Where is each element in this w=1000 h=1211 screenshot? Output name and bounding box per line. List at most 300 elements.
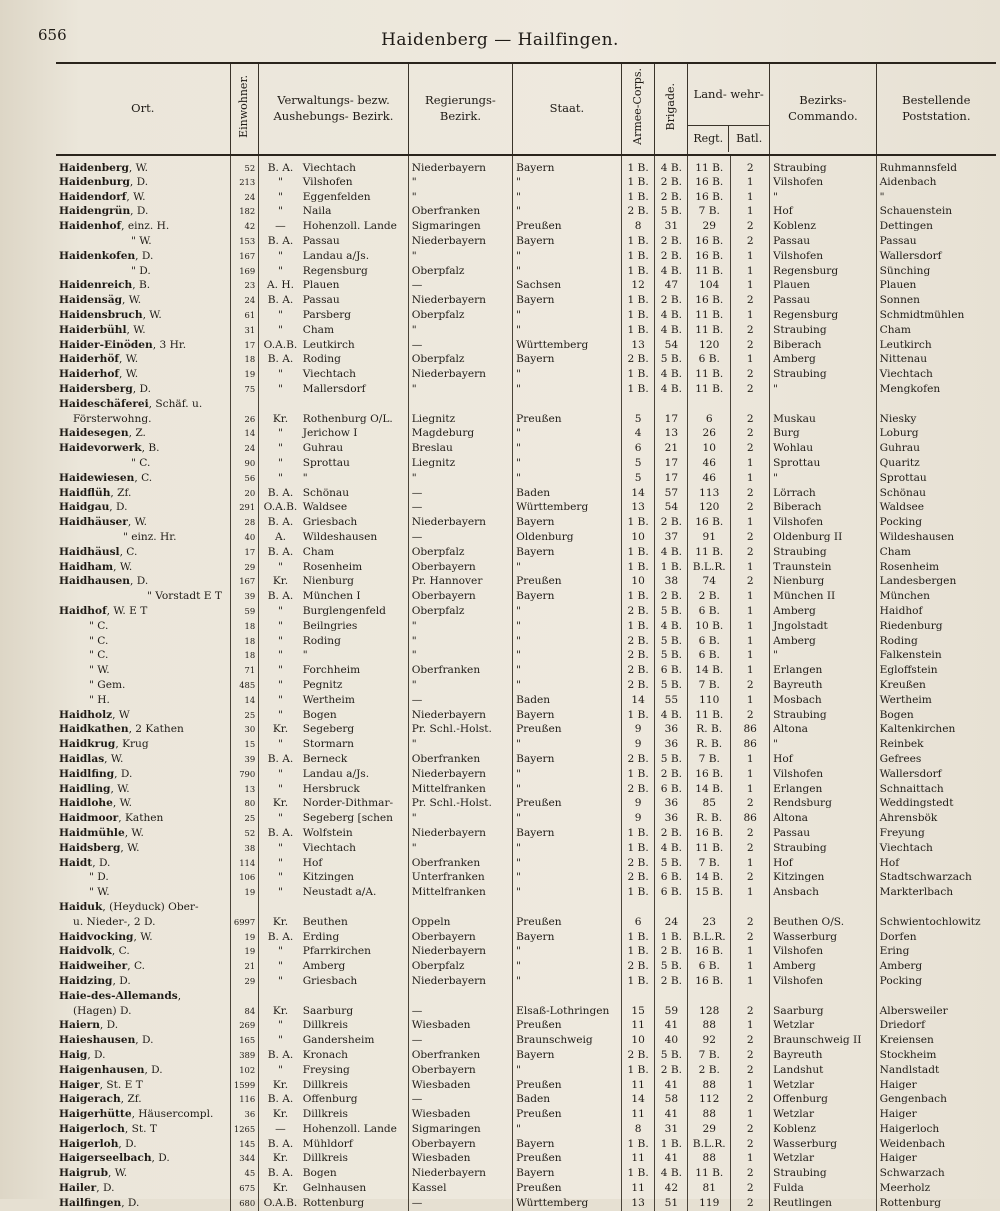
place-suffix: , W. [118, 353, 139, 366]
district-cell: Forchheim [302, 664, 361, 677]
armeecorps-cell: 2 B. [621, 634, 655, 649]
brigade-cell: 2 B. [655, 974, 688, 989]
regiment-cell: 119 [688, 1196, 731, 1211]
place-name-wrap [59, 768, 132, 781]
regierung-cell: Oberpfalz [408, 545, 512, 560]
inhabitants-cell: 28 [230, 515, 259, 530]
bataillon-cell: 1 [731, 308, 770, 323]
regierung-cell: Wiesbaden [408, 1107, 512, 1122]
place-name: Haideschäferei [59, 397, 149, 410]
regiment-cell: 23 [688, 915, 731, 930]
place-suffix: " W. [89, 886, 110, 899]
table-row [56, 767, 996, 782]
regiment-cell: 104 [688, 279, 731, 294]
commando-cell: Straubing [770, 367, 876, 382]
col-header-einwohner [230, 63, 259, 155]
place-name: Haie-des-Allemands [59, 989, 178, 1002]
place-cell [56, 782, 230, 797]
district-cell: Kronach [302, 1048, 348, 1061]
armeecorps-cell: 11 [621, 1078, 655, 1093]
regierung-cell: Niederbayern [408, 708, 512, 723]
bataillon-cell: 2 [731, 293, 770, 308]
place-name-wrap [59, 1123, 157, 1136]
district-cell: Dillkreis [302, 1108, 348, 1121]
armeecorps-cell: 1 B. [621, 545, 655, 560]
poststation-cell: Guhrau [876, 441, 996, 456]
col-header-brigade-label: Brigade. [663, 82, 677, 131]
bataillon-cell: 2 [731, 1092, 770, 1107]
commando-cell: Reutlingen [770, 1196, 876, 1211]
bataillon-cell: 2 [731, 367, 770, 382]
staat-cell: Sachsen [513, 279, 622, 294]
place-suffix: , W. [126, 323, 146, 336]
place-suffix: , D. [99, 1019, 119, 1032]
place-suffix: , W. [108, 1167, 128, 1180]
place-name-wrap [59, 664, 110, 677]
staat-cell: " [513, 1063, 622, 1078]
table-row [56, 796, 996, 811]
place-name-wrap [59, 427, 146, 440]
place-name-wrap [59, 1093, 142, 1106]
commando-cell: Wetzlar [770, 1107, 876, 1122]
brigade-cell: 17 [655, 471, 688, 486]
commando-cell: Wasserburg [770, 930, 876, 945]
regiment-cell: 7 B. [688, 678, 731, 693]
place-suffix: , D. [151, 1152, 170, 1165]
regiment-cell: 2 B. [688, 589, 731, 604]
regiment-cell: 14 B. [688, 663, 731, 678]
place-name-wrap [59, 960, 145, 973]
place-name-wrap [59, 1138, 137, 1151]
commando-cell: Bayreuth [770, 1048, 876, 1063]
place-name-wrap [59, 812, 163, 825]
place-name-wrap [59, 561, 132, 574]
brigade-cell: 1 B. [655, 560, 688, 575]
regiment-cell: 16 B. [688, 234, 731, 249]
place-cell [56, 944, 230, 959]
district-type-cell: O.A.B. [259, 501, 302, 516]
bataillon-cell: 86 [731, 722, 770, 737]
place-name: Haidlas [59, 752, 105, 765]
commando-cell: Regensburg [770, 308, 876, 323]
inhabitants-cell: 269 [230, 1018, 259, 1033]
commando-cell [770, 989, 876, 1004]
poststation-cell: Schwientochlowitz [876, 915, 996, 930]
regiment-cell: 120 [688, 501, 731, 516]
place-cell [56, 604, 230, 619]
commando-cell: Wetzlar [770, 1018, 876, 1033]
table-row [56, 575, 996, 590]
regierung-cell: " [408, 249, 512, 264]
place-name-wrap [59, 235, 152, 248]
district-type-cell: Kr. [259, 1181, 302, 1196]
commando-cell: Muskau [770, 412, 876, 427]
poststation-cell: Amberg [876, 959, 996, 974]
regierung-cell: — [408, 501, 512, 516]
place-name-wrap [59, 353, 138, 366]
place-cell [56, 353, 230, 368]
table-row [56, 219, 996, 234]
district-type-cell: Kr. [259, 575, 302, 590]
inhabitants-cell: 165 [230, 1033, 259, 1048]
place-name: Haidvocking [59, 930, 134, 943]
brigade-cell: 55 [655, 693, 688, 708]
district-type-cell: B. A. [259, 1137, 302, 1152]
inhabitants-cell: 15 [230, 737, 259, 752]
brigade-cell: 4 B. [655, 619, 688, 634]
poststation-cell: Nittenau [876, 353, 996, 368]
bataillon-cell: 2 [731, 382, 770, 397]
district-cell: Passau [302, 235, 340, 248]
regiment-cell: 11 B. [688, 308, 731, 323]
table-row [56, 530, 996, 545]
regiment-cell: 46 [688, 456, 731, 471]
place-suffix: , 3 Hr. [152, 338, 187, 351]
place-name: Haidlohe [59, 797, 113, 810]
district-type-cell: " [259, 944, 302, 959]
place-suffix: , W. [118, 368, 139, 381]
district-type-cell: — [259, 219, 302, 234]
armeecorps-cell: 1 B. [621, 308, 655, 323]
inhabitants-cell: 344 [230, 1152, 259, 1167]
col-header-armeecorps [621, 63, 655, 155]
place-suffix: " W. [89, 664, 110, 677]
bataillon-cell: 1 [731, 190, 770, 205]
place-suffix: , D. [109, 501, 128, 514]
inhabitants-cell: 18 [230, 353, 259, 368]
bataillon-cell: 2 [731, 441, 770, 456]
place-name-wrap [59, 871, 109, 884]
bataillon-cell: 2 [731, 412, 770, 427]
armeecorps-cell: 9 [621, 722, 655, 737]
staat-cell: " [513, 308, 622, 323]
place-cell [56, 190, 230, 205]
armeecorps-cell: 14 [621, 486, 655, 501]
place-cell [56, 1137, 230, 1152]
place-name: Haidkrug [59, 738, 116, 751]
district-type-cell: B. A. [259, 589, 302, 604]
place-name-wrap [59, 945, 130, 958]
regiment-cell: 113 [688, 486, 731, 501]
place-name-wrap [59, 457, 150, 470]
place-suffix: " C. [89, 619, 109, 632]
commando-cell: Straubing [770, 708, 876, 723]
district-cell: " [302, 471, 308, 484]
regiment-cell: 6 [688, 412, 731, 427]
district-type-cell: " [259, 693, 302, 708]
place-name-wrap [59, 1079, 143, 1092]
armeecorps-cell: 6 [621, 441, 655, 456]
regiment-cell: 16 B. [688, 974, 731, 989]
brigade-cell: 54 [655, 338, 688, 353]
regierung-cell: Oberpfalz [408, 308, 512, 323]
poststation-cell: Leutkirch [876, 338, 996, 353]
inhabitants-cell: 14 [230, 427, 259, 442]
commando-cell: Wohlau [770, 441, 876, 456]
armeecorps-cell: 1 B. [621, 944, 655, 959]
col-header-batl: Batl. [728, 126, 769, 152]
poststation-cell: Stadtschwarzach [876, 870, 996, 885]
place-name: Haidhäusl [59, 545, 120, 558]
commando-cell: " [770, 649, 876, 664]
inhabitants-cell: 38 [230, 841, 259, 856]
commando-cell: Wasserburg [770, 1137, 876, 1152]
district-type-cell: Kr. [259, 722, 302, 737]
poststation-cell: Passau [876, 234, 996, 249]
brigade-cell: 40 [655, 1033, 688, 1048]
staat-cell: Baden [513, 1092, 622, 1107]
brigade-cell: 36 [655, 737, 688, 752]
bataillon-cell: 1 [731, 663, 770, 678]
commando-cell: Beuthen O/S. [770, 915, 876, 930]
brigade-cell [655, 989, 688, 1004]
place-name: Haidsberg [59, 841, 121, 854]
district-type-cell: " [259, 974, 302, 989]
place-name-wrap [59, 220, 169, 233]
brigade-cell: 37 [655, 530, 688, 545]
place-name: Haiderhof [59, 368, 119, 381]
place-cell [56, 205, 230, 220]
inhabitants-cell: 25 [230, 811, 259, 826]
inhabitants-cell: 75 [230, 382, 259, 397]
table-row [56, 974, 996, 989]
district-cell: Beuthen [302, 915, 348, 928]
staat-cell: Preußen [513, 722, 622, 737]
table-row [56, 471, 996, 486]
bataillon-cell: 1 [731, 589, 770, 604]
bataillon-cell: 2 [731, 1122, 770, 1137]
inhabitants-cell: 24 [230, 441, 259, 456]
regiment-cell: 7 B. [688, 856, 731, 871]
district-type-cell: O.A.B. [259, 338, 302, 353]
regierung-cell [408, 900, 512, 915]
regierung-cell: " [408, 737, 512, 752]
district-type-cell: " [259, 663, 302, 678]
regierung-cell: " [408, 175, 512, 190]
commando-cell: Vilshofen [770, 175, 876, 190]
place-suffix: , Schäf. u. [148, 397, 203, 410]
place-suffix: , D. [118, 1137, 137, 1150]
staat-cell: Bayern [513, 155, 622, 175]
place-cell [56, 767, 230, 782]
table-row [56, 249, 996, 264]
bataillon-cell: 1 [731, 353, 770, 368]
staat-cell: " [513, 382, 622, 397]
place-cell [56, 1063, 230, 1078]
regierung-cell: — [408, 338, 512, 353]
regierung-cell: Oberfranken [408, 205, 512, 220]
table-row [56, 353, 996, 368]
commando-cell: Amberg [770, 604, 876, 619]
inhabitants-cell [230, 989, 259, 1004]
table-row [56, 412, 996, 427]
place-suffix: , [177, 989, 182, 1002]
place-name-wrap [59, 191, 146, 204]
poststation-cell [876, 989, 996, 1004]
place-cell [56, 219, 230, 234]
place-cell [56, 678, 230, 693]
place-cell [56, 900, 230, 915]
armeecorps-cell: 10 [621, 530, 655, 545]
district-cell: Leutkirch [302, 338, 355, 351]
poststation-cell: Schwarzach [876, 1166, 996, 1181]
col-header-landwehr [688, 63, 770, 155]
bataillon-cell [731, 397, 770, 412]
place-name-wrap [59, 1049, 106, 1062]
inhabitants-cell: 19 [230, 930, 259, 945]
place-name: Haidenreich [59, 279, 133, 292]
place-cell [56, 530, 230, 545]
regiment-cell: 7 B. [688, 1048, 731, 1063]
armeecorps-cell: 2 B. [621, 959, 655, 974]
district-type-cell: B. A. [259, 826, 302, 841]
place-suffix: , Häusercompl. [131, 1108, 214, 1121]
district-cell: Bogen [302, 708, 337, 721]
brigade-cell: 1 B. [655, 1137, 688, 1152]
place-suffix: , Zf. [110, 486, 132, 499]
inhabitants-cell: 61 [230, 308, 259, 323]
bataillon-cell: 1 [731, 767, 770, 782]
staat-cell: Preußen [513, 915, 622, 930]
poststation-cell: Haigerloch [876, 1122, 996, 1137]
staat-cell: " [513, 1122, 622, 1137]
commando-cell: Offenburg [770, 1092, 876, 1107]
place-name-wrap [59, 1108, 213, 1121]
staat-cell: Preußen [513, 1078, 622, 1093]
place-name: Haigerloh [59, 1137, 119, 1150]
table-row [56, 175, 996, 190]
district-cell: Saarburg [302, 1004, 354, 1017]
place-cell [56, 264, 230, 279]
district-type-cell: Kr. [259, 1004, 302, 1019]
brigade-cell: 2 B. [655, 249, 688, 264]
table-row [56, 279, 996, 294]
table-row [56, 427, 996, 442]
regierung-cell: " [408, 619, 512, 634]
table-row [56, 693, 996, 708]
brigade-cell: 41 [655, 1107, 688, 1122]
regiment-cell: 16 B. [688, 190, 731, 205]
staat-cell [513, 900, 622, 915]
regierung-cell: Oberpfalz [408, 353, 512, 368]
table-row [56, 634, 996, 649]
place-cell [56, 323, 230, 338]
staat-cell: Oldenburg [513, 530, 622, 545]
brigade-cell: 5 B. [655, 604, 688, 619]
brigade-cell: 31 [655, 1122, 688, 1137]
staat-cell: Bayern [513, 752, 622, 767]
district-type-cell: " [259, 1018, 302, 1033]
district-type-cell: " [259, 767, 302, 782]
poststation-cell: Ahrensbök [876, 811, 996, 826]
district-cell: Viechtach [302, 162, 356, 174]
regierung-cell: " [408, 634, 512, 649]
commando-cell: Ansbach [770, 885, 876, 900]
poststation-cell: Viechtach [876, 841, 996, 856]
regierung-cell: " [408, 678, 512, 693]
brigade-cell: 57 [655, 486, 688, 501]
place-name: Haidkathen [59, 723, 129, 736]
staat-cell: Baden [513, 693, 622, 708]
inhabitants-cell: 42 [230, 219, 259, 234]
regierung-cell: Oberfranken [408, 856, 512, 871]
staat-cell: Bayern [513, 589, 622, 604]
place-cell [56, 619, 230, 634]
poststation-cell: Gengenbach [876, 1092, 996, 1107]
place-cell [56, 856, 230, 871]
district-cell: Sprottau [302, 457, 350, 470]
place-suffix: , 2 Kathen [128, 723, 184, 736]
inhabitants-cell: 71 [230, 663, 259, 678]
inhabitants-cell: 19 [230, 367, 259, 382]
place-suffix: , C. [127, 960, 146, 973]
armeecorps-cell: 5 [621, 412, 655, 427]
staat-cell: " [513, 249, 622, 264]
district-cell: Amberg [302, 960, 346, 973]
commando-cell: Saarburg [770, 1004, 876, 1019]
district-type-cell: " [259, 856, 302, 871]
brigade-cell: 2 B. [655, 234, 688, 249]
district-type-cell: " [259, 604, 302, 619]
district-cell: " [302, 649, 308, 662]
regierung-cell: Wiesbaden [408, 1152, 512, 1167]
brigade-cell: 41 [655, 1152, 688, 1167]
poststation-cell [876, 900, 996, 915]
table-row [56, 856, 996, 871]
place-cell [56, 693, 230, 708]
place-name: Haidham [59, 560, 114, 573]
poststation-cell: Stockheim [876, 1048, 996, 1063]
place-suffix: , D. [144, 1063, 163, 1076]
place-suffix: , Zf. [120, 1093, 142, 1106]
district-type-cell: B. A. [259, 293, 302, 308]
district-type-cell [259, 989, 302, 1004]
place-name-wrap [59, 605, 147, 618]
place-name-wrap [59, 753, 123, 766]
commando-cell: " [770, 382, 876, 397]
bataillon-cell: 86 [731, 737, 770, 752]
bataillon-cell: 2 [731, 1063, 770, 1078]
place-suffix: , W. [133, 930, 153, 943]
bataillon-cell: 1 [731, 634, 770, 649]
regiment-cell: 110 [688, 693, 731, 708]
regiment-cell: 120 [688, 338, 731, 353]
district-type-cell: " [259, 1033, 302, 1048]
place-cell [56, 155, 230, 175]
district-cell: Beilngries [302, 619, 358, 632]
district-type-cell: B. A. [259, 1166, 302, 1181]
place-name-wrap [59, 649, 108, 662]
place-cell [56, 708, 230, 723]
commando-cell: Amberg [770, 959, 876, 974]
regiment-cell [688, 900, 731, 915]
place-name-wrap [59, 797, 132, 810]
regiment-cell: 88 [688, 1107, 731, 1122]
gazetteer-table [56, 62, 996, 1211]
commando-cell: Sprottau [770, 456, 876, 471]
district-cell: München I [302, 590, 361, 603]
inhabitants-cell: 52 [230, 826, 259, 841]
district-cell: Mühldorf [302, 1137, 353, 1150]
bataillon-cell: 1 [731, 249, 770, 264]
poststation-cell: Meerholz [876, 1181, 996, 1196]
place-suffix: , D. [129, 175, 149, 188]
district-type-cell: " [259, 471, 302, 486]
district-type-cell: Kr. [259, 796, 302, 811]
district-cell: Nienburg [302, 575, 354, 588]
place-suffix: , D. [96, 1182, 115, 1195]
commando-cell: Wetzlar [770, 1078, 876, 1093]
